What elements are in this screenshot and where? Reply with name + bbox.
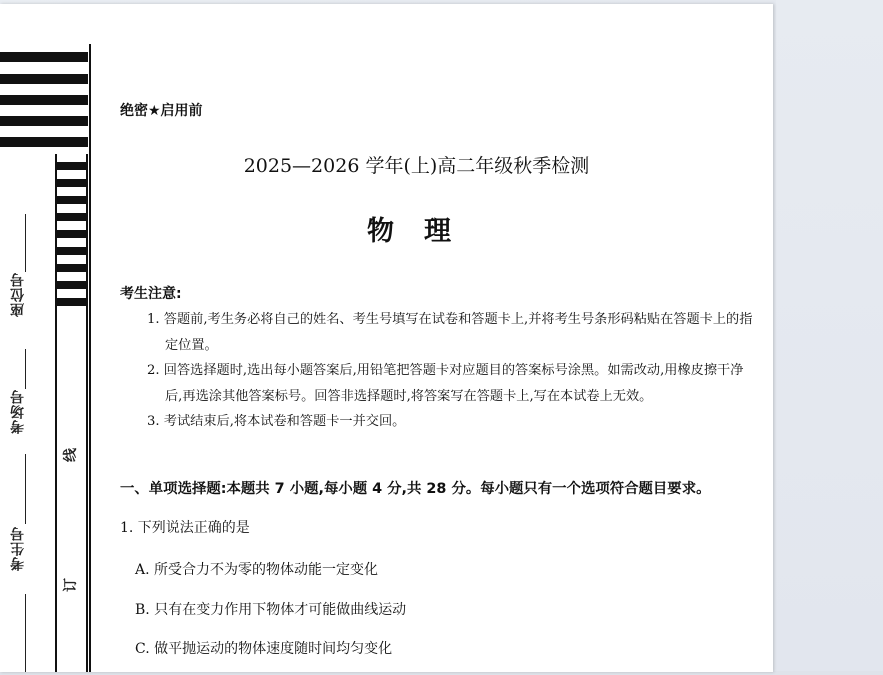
barcode-bar xyxy=(0,74,88,84)
barcode-bar xyxy=(0,95,88,105)
binding-strip-bar xyxy=(56,247,86,255)
question-stem: 1. 下列说法正确的是 xyxy=(120,520,250,536)
notice-heading: 考生注意: xyxy=(120,286,182,302)
candidate-number-label: 考生号 xyxy=(10,526,26,571)
notice-item: 3. 考试结束后,将本试卷和答题卡一并交回。 xyxy=(147,414,406,429)
option-c: C. 做平抛运动的物体速度随时间均匀变化 xyxy=(135,641,393,657)
confidential-mark: 绝密★启用前 xyxy=(120,103,203,119)
notice-list xyxy=(147,307,757,435)
exam-title: 2025—2026 学年(上)高二年级秋季检测 xyxy=(243,155,590,177)
viewer-side-pane xyxy=(776,0,883,675)
barcode-bar xyxy=(0,52,88,62)
barcode-bar xyxy=(0,116,88,126)
barcode-bar xyxy=(0,137,88,147)
section-heading: 一、单项选择题:本题共 7 小题,每小题 4 分,共 28 分。每小题只有一个选项符合题目要求。 xyxy=(120,481,711,497)
option-b: B. 只有在变力作用下物体才可能做曲线运动 xyxy=(135,602,407,618)
room-write-line-lower xyxy=(25,454,26,524)
exam-page xyxy=(0,4,773,672)
binding-strip-bar xyxy=(56,298,86,306)
notice-item: 2. 回答选择题时,选出每小题答案后,用铅笔把答题卡对应题目的答案标号涂黑。如需改动,用橡皮擦干净后,再选涂其他答案标号。回答非选择题时,将答案写在答题卡上,写在本试卷上无效。 xyxy=(147,363,744,404)
option-a: A. 所受合力不为零的物体动能一定变化 xyxy=(135,562,379,578)
notice-item: 1. 答题前,考生务必将自己的姓名、考生号填写在试卷和答题卡上,并将考生号条形码粘贴在答题卡上的指定位置。 xyxy=(147,312,753,353)
binding-line xyxy=(89,44,91,672)
room-write-line xyxy=(25,349,26,389)
binding-strip-bar xyxy=(56,264,86,272)
cut-line-char: 订 xyxy=(63,578,79,592)
id-write-line xyxy=(25,594,26,672)
seat-number-label: 座位号 xyxy=(10,272,26,317)
subject-title: 物理 xyxy=(367,216,481,247)
binding-strip-bar xyxy=(56,179,86,187)
binding-strip-bar xyxy=(56,281,86,289)
exam-room-label: 考场号 xyxy=(10,389,26,434)
cut-line-char: 线 xyxy=(63,448,79,462)
binding-strip-bar xyxy=(56,196,86,204)
